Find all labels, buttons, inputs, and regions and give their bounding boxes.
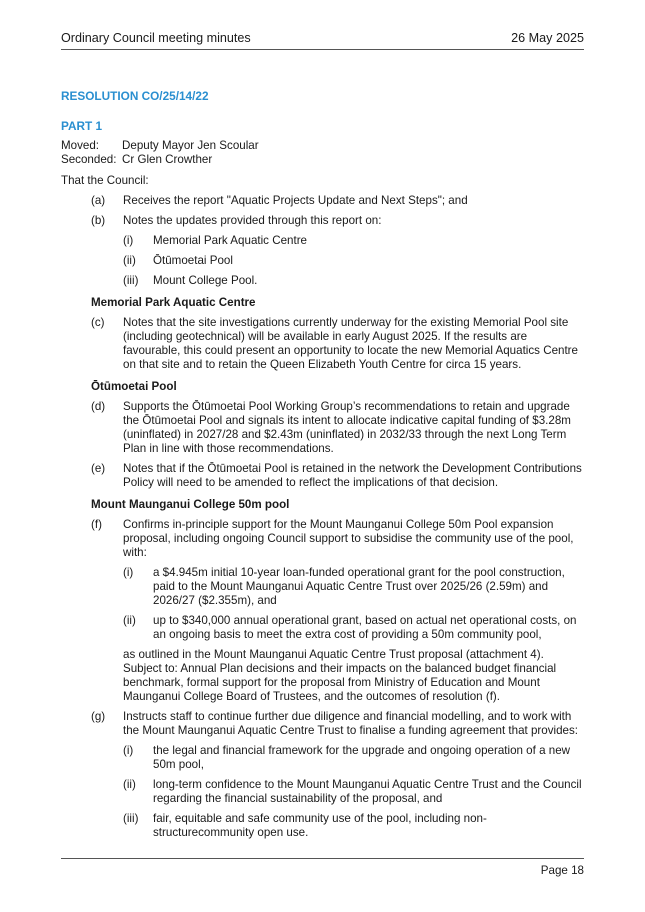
item-number: (g) [91, 710, 106, 723]
resolution-item-b [61, 214, 584, 228]
resolution-item-a [61, 194, 584, 208]
section-subheading: Memorial Park Aquatic Centre [91, 296, 256, 309]
sub-item [61, 234, 584, 248]
sub-item-number: (iii) [123, 812, 139, 825]
sub-item [61, 274, 584, 288]
page-footer [61, 858, 584, 878]
item-number: (b) [91, 214, 106, 227]
resolution-item-f [61, 518, 584, 560]
header-date: 26 May 2025 [511, 31, 584, 45]
resolution-heading: RESOLUTION CO/25/14/22 [61, 89, 209, 103]
sub-item-text: a $4.945m initial 10-year loan-funded operational grant for the pool construction, paid to the Mount Maunganui Aquatic Centre Trust over 2025/26 (2.59m) and 2026/27 ($2.355m), and [153, 566, 565, 607]
page-header [61, 31, 584, 50]
seconded-label: Seconded: [61, 153, 117, 166]
sub-item-text: fair, equitable and safe community use of the pool, including non-structurecommunity open use. [153, 812, 487, 839]
sub-item-number: (ii) [123, 254, 136, 267]
seconded-line [61, 153, 584, 167]
sub-item-text: Memorial Park Aquatic Centre [153, 234, 308, 247]
item-text: Instructs staff to continue further due diligence and financial modelling, and to work with the Mount Maunganui Aquatic Centre Trust to finalise a funding agreement that provides: [123, 710, 579, 737]
sub-item-number: (i) [123, 744, 134, 757]
item-number: (d) [91, 400, 106, 413]
sub-item-number: (ii) [123, 778, 136, 791]
item-text: Confirms in-principle support for the Mount Maunganui College 50m Pool expansion proposal, including ongoing Council support to subsidise the community use of the pool, with: [123, 518, 574, 559]
continuation-paragraph: as outlined in the Mount Maunganui Aquatic Centre Trust proposal (attachment 4). Subject to: Annual Plan decisions and their impacts on the balanced budget financial benchmark, formal support for the proposal from Ministry of Education and Mount Maunganui College Board of Trustees, and the outcomes of resolution (f). [123, 648, 557, 703]
sub-item [61, 744, 584, 772]
item-text: Notes the updates provided through this report on: [123, 214, 382, 227]
moved-label: Moved: [61, 139, 100, 152]
resolution-item-d [61, 400, 584, 456]
resolution-item-c [61, 316, 584, 372]
sub-item [61, 566, 584, 608]
sub-item-text: up to $340,000 annual operational grant, based on actual net operational costs, on an ongoing basis to meet the extra cost of providing a 50m community pool, [153, 614, 577, 641]
sub-item-number: (iii) [123, 274, 139, 287]
sub-item [61, 778, 584, 806]
item-text: Receives the report "Aquatic Projects Update and Next Steps"; and [123, 194, 468, 207]
sub-item-text: Ōtūmoetai Pool [153, 254, 233, 267]
item-number: (e) [91, 462, 106, 475]
header-title: Ordinary Council meeting minutes [61, 31, 251, 45]
sub-item-text: long-term confidence to the Mount Maunganui Aquatic Centre Trust and the Council regarding the financial sustainability of the proposal, and [153, 778, 582, 805]
sub-item [61, 254, 584, 268]
item-text: Supports the Ōtūmoetai Pool Working Group’s recommendations to retain and upgrade the Ōtūmoetai Pool and signals its intent to allocate indicative capital funding of $3.28m (uninflated) in 2027/28 and $2.43m (uninflated) in 2032/33 through the next Long Term Plan in line with those recommendations. [123, 400, 571, 455]
sub-item [61, 614, 584, 642]
sub-item [61, 812, 584, 840]
item-number: (f) [91, 518, 102, 531]
resolution-item-e [61, 462, 584, 490]
sub-item-number: (i) [123, 234, 134, 247]
section-subheading: Ōtūmoetai Pool [91, 380, 177, 393]
sub-item-number: (ii) [123, 614, 136, 627]
moved-value: Deputy Mayor Jen Scoular [122, 139, 259, 152]
moved-line [61, 139, 584, 153]
page-number: Page 18 [540, 864, 584, 877]
part-heading: PART 1 [61, 119, 103, 133]
item-text: Notes that the site investigations currently underway for the existing Memorial Pool site (including geotechnical) will be available in early August 2025. If the results are favourable, this could present an opportunity to locate the new Memorial Aquatics Centre on that site and to retain the Queen Elizabeth Youth Centre for circa 15 years. [123, 316, 578, 371]
item-text: Notes that if the Ōtūmoetai Pool is retained in the network the Development Contributions Policy will need to be amended to reflect the implications of that decision. [123, 462, 582, 489]
section-subheading: Mount Maunganui College 50m pool [91, 498, 290, 511]
item-number: (c) [91, 316, 105, 329]
seconded-value: Cr Glen Crowther [122, 153, 213, 166]
sub-item-number: (i) [123, 566, 134, 579]
sub-item-text: Mount College Pool. [153, 274, 258, 287]
intro-text: That the Council: [61, 174, 149, 187]
minutes-content [61, 89, 584, 846]
item-number: (a) [91, 194, 106, 207]
resolution-item-g [61, 710, 584, 738]
sub-item-text: the legal and financial framework for the upgrade and ongoing operation of a new 50m pool, [153, 744, 571, 771]
